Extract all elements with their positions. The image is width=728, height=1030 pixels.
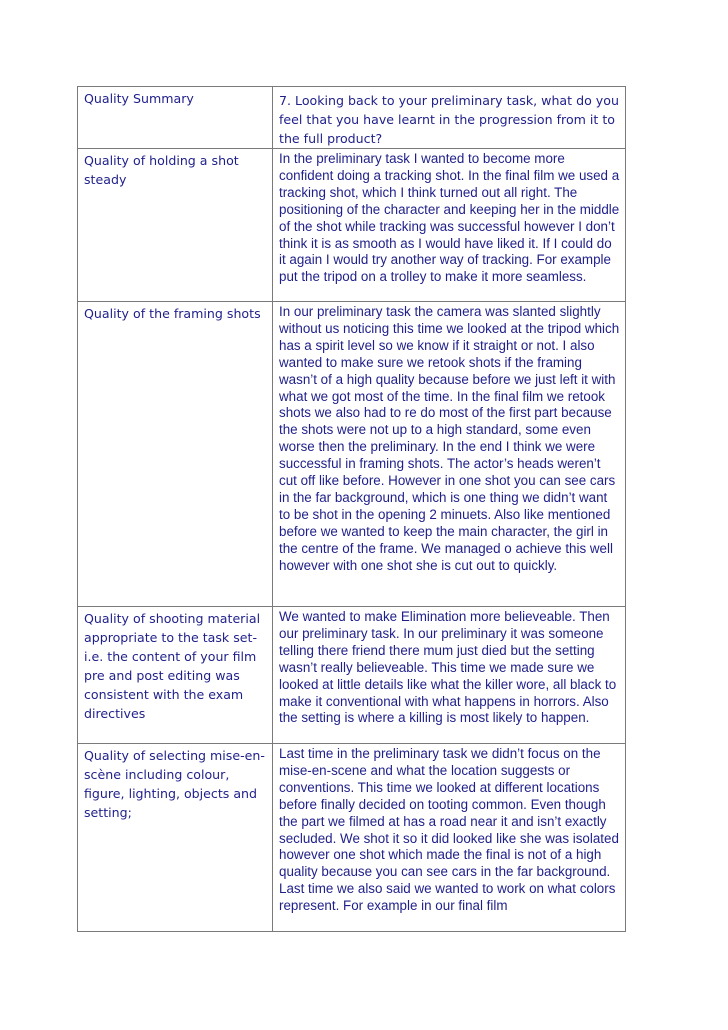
criterion-cell: Quality of holding a shot steady (78, 149, 273, 302)
table-row (78, 149, 626, 302)
table-header-row (78, 87, 626, 149)
response-cell: We wanted to make Elimination more believeable. Then our preliminary task. In our preliminary it was someone telling there friend there mum just died but the setting wasn’t really believeable. This time we made sure we looked at little details like what the killer wore, all black to make it conventional with what happens in horrors. Also the setting is where a killing is most likely to happen. (273, 607, 626, 744)
criterion-cell: Quality of shooting material appropriate to the task set- i.e. the content of your film pre and post editing was consistent with the exam directives (78, 607, 273, 744)
criterion-cell: Quality of the framing shots (78, 302, 273, 607)
table-row (78, 607, 626, 744)
table-row (78, 744, 626, 932)
quality-summary-table (77, 86, 626, 932)
response-cell: In our preliminary task the camera was slanted slightly without us noticing this time we looked at the tripod which has a spirit level so we know if it straight or not. I also wanted to make sure we retook shots if the framing wasn’t of a high quality because before we just left it with what we got most of the time. In the final film we retook shots we also had to re do most of the first part because the shots were not up to a high standard, some even worse then the preliminary. In the end I think we were successful in framing shots. The actor’s heads weren’t cut off like before. However in one shot you can see cars in the far background, which is one thing we didn’t want to be shot in the opening 2 minuets. Also like mentioned before we wanted to keep the main character, the girl in the centre of the frame. We managed o achieve this well however with one shot she is cut out to quickly. (273, 302, 626, 607)
criterion-cell: Quality of selecting mise-en-scène including colour, figure, lighting, objects and setting; (78, 744, 273, 932)
header-quality-summary: Quality Summary (78, 87, 273, 149)
response-cell: In the preliminary task I wanted to become more confident doing a tracking shot. In the final film we used a tracking shot, which I think turned out all right. The positioning of the character and keeping her in the middle of the shot while tracking was successful however I don’t think it is as smooth as I would have liked it. If I could do it again I would try another way of tracking. For example put the tripod on a trolley to make it more seamless. (273, 149, 626, 302)
response-cell: Last time in the preliminary task we didn’t focus on the mise-en-scene and what the location suggests or conventions. This time we looked at different locations before finally decided on tooting common. Even though the part we filmed at has a road near it and isn’t exactly secluded. We shot it so it did looked like she was isolated however one shot which made the final is not of a high quality because you can see cars in the far background. Last time we also said we wanted to work on what colors represent. For example in our final film (273, 744, 626, 932)
header-question: 7. Looking back to your preliminary task, what do you feel that you have learnt in the progression from it to the full product? (273, 87, 626, 149)
table-row (78, 302, 626, 607)
